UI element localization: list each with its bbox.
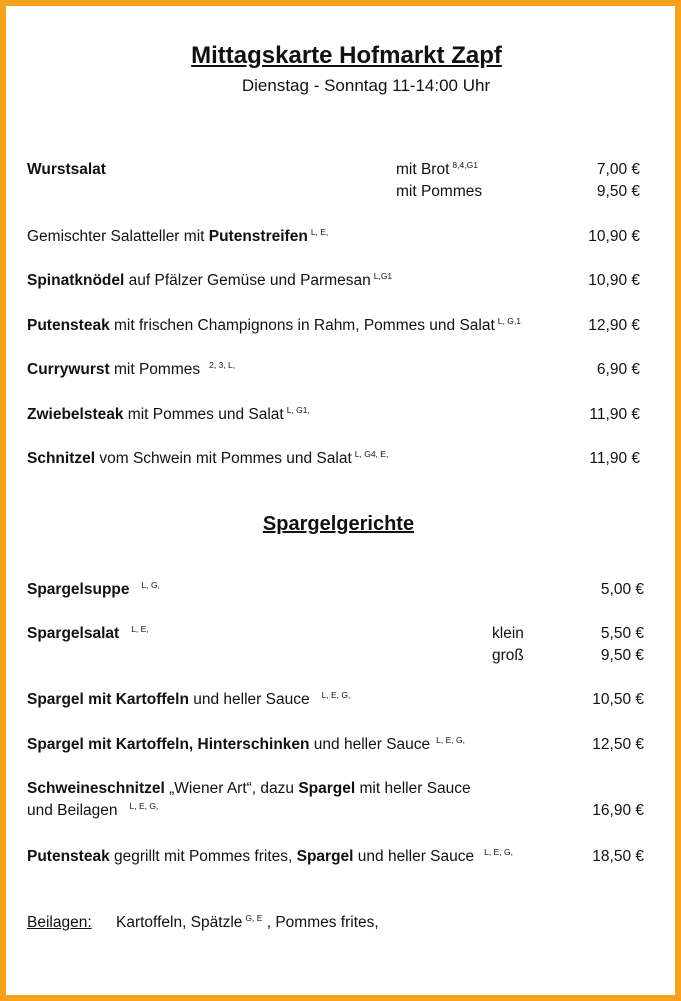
variant-label: mit Pommes <box>396 183 483 200</box>
price: 10,90 € <box>588 272 640 289</box>
variant-label: klein <box>492 625 524 642</box>
item-name: Schnitzel <box>27 450 96 467</box>
allergen-codes: L, G1, <box>286 405 310 415</box>
menu-item-putensteak-spargel: Putensteak gegrillt mit Pommes frites, Spargel und heller Sauce $^{L, E, G,}$ <box>27 847 513 865</box>
menu-item-spargelsuppe <box>27 581 160 599</box>
allergen-codes: L, E, <box>310 227 329 237</box>
item-name: Spinatknödel <box>27 272 125 289</box>
item-name: Putensteak <box>27 848 110 865</box>
allergen-codes: L, G,1 <box>497 316 521 326</box>
allergen-codes: L,G1 <box>373 271 393 281</box>
beilagen-label: Beilagen: <box>27 914 92 931</box>
menu-item-spargel-kartoffeln: Spargel mit Kartoffeln und heller Sauce $^{L, E, G,}$ <box>27 690 351 708</box>
item-name: Currywurst <box>27 361 110 378</box>
item-name: Spargelsalat <box>27 625 120 642</box>
price: 12,90 € <box>588 317 640 334</box>
allergen-codes: L, G4, E, <box>354 449 389 459</box>
price: 9,50 € <box>600 647 644 664</box>
page-title: Mittagskarte Hofmarkt Zapf <box>191 42 502 69</box>
section-title: Spargelgerichte <box>262 513 415 535</box>
price: 16,90 € <box>592 802 644 819</box>
allergen-codes: 8,4,G1 <box>452 160 478 170</box>
menu-item-schweineschnitzel: Schweineschnitzel „Wiener Art“, dazu Spargel mit heller Sauce <box>27 780 471 797</box>
allergen-codes: L, E, G, <box>436 735 465 745</box>
opening-hours: Dienstag - Sonntag 11-14:00 Uhr <box>241 76 491 95</box>
item-name: Spargel mit Kartoffeln <box>27 691 189 708</box>
allergen-codes: L, G, <box>141 580 160 590</box>
menu-item-currywurst: Currywurst mit Pommes $^{2, 3, L,}$ <box>27 360 236 378</box>
price: 11,90 € <box>589 406 640 423</box>
item-name: Spargel mit Kartoffeln, Hinterschinken <box>27 736 310 753</box>
variant-label: mit Brot $^{8,4,G1}$ <box>396 160 478 178</box>
item-name: Zwiebelsteak <box>27 406 124 423</box>
allergen-codes: L, E, <box>131 624 149 634</box>
price: 9,50 € <box>596 183 640 200</box>
price: 18,50 € <box>592 848 644 865</box>
price: 7,00 € <box>596 161 640 178</box>
allergen-codes: L, E, G, <box>321 690 351 700</box>
item-name: Putensteak <box>27 317 110 334</box>
item-name: Putenstreifen <box>208 228 308 245</box>
menu-item-wurstsalat <box>27 161 106 179</box>
price: 6,90 € <box>596 361 640 378</box>
price: 5,00 € <box>600 581 644 598</box>
allergen-codes: 2, 3, L, <box>209 360 236 370</box>
price: 5,50 € <box>600 625 644 642</box>
menu-item-schnitzel: Schnitzel vom Schwein mit Pommes und Salat $^{L, G4, E,}$ <box>27 449 389 467</box>
menu-item-putensteak: Putensteak mit frischen Champignons in Rahm, Pommes und Salat $^{L, G,1}$ <box>27 316 521 334</box>
variant-label: groß <box>492 647 524 664</box>
menu-item-zwiebelsteak: Zwiebelsteak mit Pommes und Salat $^{L, G1,}$ <box>27 405 310 423</box>
menu-item-spargel-hinterschinken: Spargel mit Kartoffeln, Hinterschinken und heller Sauce $^{L, E, G,}$ <box>27 735 465 753</box>
item-name: Wurstsalat <box>27 161 106 178</box>
item-name: Spargel <box>296 848 354 865</box>
item-name: Spargelsuppe <box>27 581 130 598</box>
menu-item-spargelsalat <box>27 625 149 643</box>
menu-item-spinatknoedel: Spinatknödel auf Pfälzer Gemüse und Parmesan $^{L,G1}$ <box>27 271 393 289</box>
price: 10,90 € <box>588 228 640 245</box>
allergen-codes: G, E <box>245 913 263 923</box>
menu-item-salatteller: Gemischter Salatteller mit Putenstreifen $^{L, E,}$ <box>27 227 329 245</box>
item-name: Spargel <box>298 780 356 797</box>
allergen-codes: L, E, G, <box>484 847 513 857</box>
price: 10,50 € <box>592 691 644 708</box>
item-name: Schweineschnitzel <box>27 780 165 797</box>
allergen-codes: L, E, G, <box>129 801 159 811</box>
menu-item-line2: und Beilagen $^{L, E, G,}$ <box>27 801 159 819</box>
price: 12,50 € <box>592 736 644 753</box>
price: 11,90 € <box>589 450 640 467</box>
beilagen-list: Kartoffeln, Spätzle $^{G, E}$ , Pommes frites, <box>116 913 379 931</box>
